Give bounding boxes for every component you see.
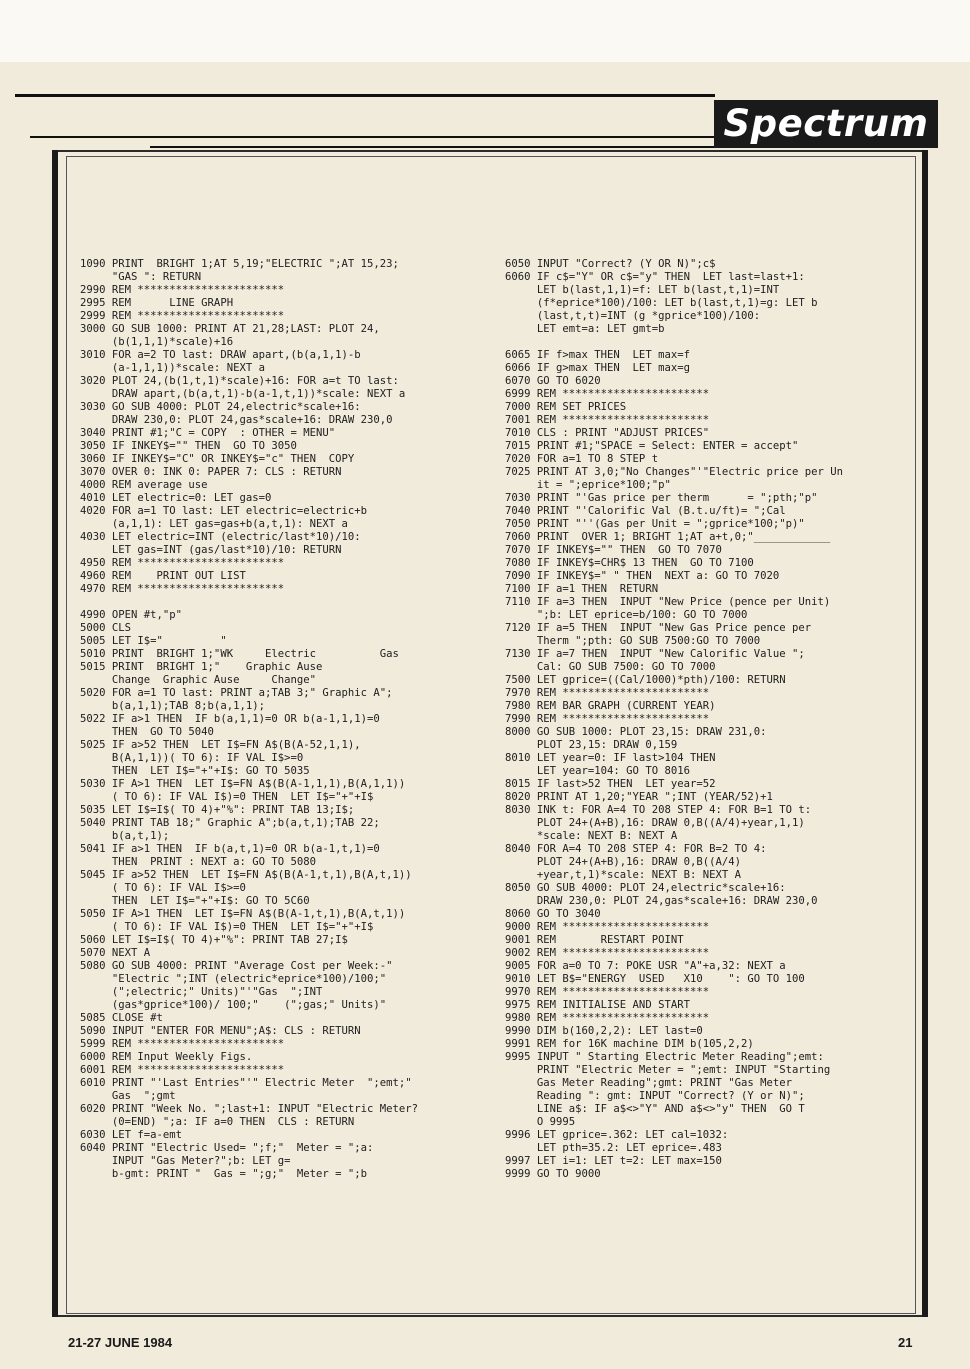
code-line: LET year=104: GO TO 8016: [505, 765, 690, 777]
code-line: 5040 PRINT TAB 18;" Graphic A";b(a,t,1);TAB 22;: [80, 817, 380, 829]
code-line: 1090 PRINT BRIGHT 1;AT 5,19;"ELECTRIC ";AT 15,23;: [80, 258, 399, 270]
code-line: 7980 REM BAR GRAPH (CURRENT YEAR): [505, 700, 716, 712]
code-line: 5080 GO SUB 4000: PRINT "Average Cost per Week:-": [80, 960, 393, 972]
header-rule-secondary: [30, 136, 720, 138]
code-line: 7100 IF a=1 THEN RETURN: [505, 583, 659, 595]
code-line: 8015 IF last>52 THEN LET year=52: [505, 778, 716, 790]
code-line: 6040 PRINT "Electric Used= ";f;" Meter = ";a:: [80, 1142, 374, 1154]
code-line: 9010 LET B$="ENERGY USED X10 ": GO TO 100: [505, 973, 805, 985]
code-line: 5041 IF a>1 THEN IF b(a,t,1)=0 OR b(a-1,t,1)=0: [80, 843, 380, 855]
code-line: 3020 PLOT 24,(b(1,t,1)*scale)+16: FOR a=t TO last:: [80, 375, 399, 387]
code-line: (gas*gprice*100)/ 100;" (";gas;" Units)": [80, 999, 387, 1011]
code-line: 4010 LET electric=0: LET gas=0: [80, 492, 272, 504]
code-line: 6999 REM ***********************: [505, 388, 710, 400]
code-line: PLOT 24+(A+B),16: DRAW 0,B((A/4): [505, 856, 741, 868]
program-listing-right-column: [505, 258, 925, 1181]
code-line: 6066 IF g>max THEN LET max=g: [505, 362, 690, 374]
code-line: 6000 REM Input Weekly Figs.: [80, 1051, 253, 1063]
code-line: b-gmt: PRINT " Gas = ";g;" Meter = ";b: [80, 1168, 368, 1180]
code-line: DRAW 230,0: PLOT 24,gas*scale+16: DRAW 230,0: [505, 895, 818, 907]
code-line: 2990 REM ***********************: [80, 284, 285, 296]
code-line: 5000 CLS: [80, 622, 132, 634]
code-line: 9997 LET i=1: LET t=2: LET max=150: [505, 1155, 722, 1167]
code-line: 9995 INPUT " Starting Electric Meter Reading";emt:: [505, 1051, 824, 1063]
code-line: 8010 LET year=0: IF last>104 THEN: [505, 752, 716, 764]
code-line: 5015 PRINT BRIGHT 1;" Graphic Ause: [80, 661, 323, 673]
code-line: Therm ";pth: GO SUB 7500:GO TO 7000: [505, 635, 761, 647]
code-line: 7130 IF a=7 THEN INPUT "New Calorific Value ";: [505, 648, 805, 660]
code-line: 4030 LET electric=INT (electric/last*10)/10:: [80, 531, 361, 543]
code-line: 7090 IF INKEY$=" " THEN NEXT a: GO TO 7020: [505, 570, 780, 582]
code-line: 9999 GO TO 9000: [505, 1168, 601, 1180]
code-line: Cal: GO SUB 7500: GO TO 7000: [505, 661, 716, 673]
code-line: 7500 LET gprice=((Cal/1000)*pth)/100: RETURN: [505, 674, 786, 686]
code-line: 5035 LET I$=I$( TO 4)+"%": PRINT TAB 13;I$;: [80, 804, 355, 816]
code-line: 5085 CLOSE #t: [80, 1012, 163, 1024]
page-number: 21: [898, 1335, 913, 1350]
code-line: LET emt=a: LET gmt=b: [505, 323, 665, 335]
code-line: THEN PRINT : NEXT a: GO TO 5080: [80, 856, 316, 868]
code-line: 3050 IF INKEY$="" THEN GO TO 3050: [80, 440, 297, 452]
code-line: 7030 PRINT "'Gas price per therm = ";pth;"p": [505, 492, 818, 504]
code-line: O 9995: [505, 1116, 576, 1128]
code-line: 4970 REM ***********************: [80, 583, 285, 595]
code-line: 6001 REM ***********************: [80, 1064, 285, 1076]
code-line: 5010 PRINT BRIGHT 1;"WK Electric Gas: [80, 648, 399, 660]
code-line: 5045 IF a>52 THEN LET I$=FN A$(B(A-1,t,1),B(A,t,1)): [80, 869, 412, 881]
code-line: 7040 PRINT "'Calorific Val (B.t.u/ft)= ";Cal: [505, 505, 786, 517]
code-line: B(A,1,1))( TO 6): IF VAL I$>=0: [80, 752, 304, 764]
code-line: +year,t,1)*scale: NEXT B: NEXT A: [505, 869, 741, 881]
top-margin: [0, 0, 970, 62]
code-line: 5022 IF a>1 THEN IF b(a,1,1)=0 OR b(a-1,1,1)=0: [80, 713, 380, 725]
code-line: 2999 REM ***********************: [80, 310, 285, 322]
code-line: (a-1,1,1))*scale: NEXT a: [80, 362, 265, 374]
code-line: ( TO 6): IF VAL I$)=0 THEN LET I$="+"+I$: [80, 791, 374, 803]
code-line: (b(1,1,1)*scale)+16: [80, 336, 234, 348]
code-line: (0=END) ";a: IF a=0 THEN CLS : RETURN: [80, 1116, 355, 1128]
code-line: 9990 DIM b(160,2,2): LET last=0: [505, 1025, 703, 1037]
code-line: 7070 IF INKEY$="" THEN GO TO 7070: [505, 544, 722, 556]
code-line: 6065 IF f>max THEN LET max=f: [505, 349, 690, 361]
code-line: LINE a$: IF a$<>"Y" AND a$<>"y" THEN GO T: [505, 1103, 805, 1115]
code-line: 8060 GO TO 3040: [505, 908, 601, 920]
code-line: 3000 GO SUB 1000: PRINT AT 21,28;LAST: PLOT 24,: [80, 323, 380, 335]
frame-left-bar: [52, 150, 58, 1317]
code-line: 5005 LET I$=" ": [80, 635, 227, 647]
code-line: 5070 NEXT A: [80, 947, 151, 959]
code-line: 7050 PRINT "''(Gas per Unit = ";gprice*100;"p)": [505, 518, 805, 530]
code-line: ( TO 6): IF VAL I$>=0: [80, 882, 246, 894]
header-rule: [15, 94, 715, 97]
code-line: 4990 OPEN #t,"p": [80, 609, 183, 621]
code-line: 7080 IF INKEY$=CHR$ 13 THEN GO TO 7100: [505, 557, 754, 569]
code-line: "Electric ";INT (electric*eprice*100)/100;": [80, 973, 387, 985]
code-line: LET pth=35.2: LET eprice=.483: [505, 1142, 722, 1154]
code-line: THEN LET I$="+"+I$: GO TO 5035: [80, 765, 310, 777]
code-line: 7000 REM SET PRICES: [505, 401, 627, 413]
code-line: "GAS ": RETURN: [80, 271, 202, 283]
code-line: INPUT "Gas Meter?";b: LET g=: [80, 1155, 291, 1167]
code-line: 9002 REM ***********************: [505, 947, 710, 959]
code-line: 7025 PRINT AT 3,0;"No Changes"'"Electric price per Un: [505, 466, 844, 478]
code-line: Change Graphic Ause Change": [80, 674, 316, 686]
code-line: 7110 IF a=3 THEN INPUT "New Price (pence per Unit): [505, 596, 831, 608]
code-line: 4960 REM PRINT OUT LIST: [80, 570, 246, 582]
code-line: *scale: NEXT B: NEXT A: [505, 830, 678, 842]
code-line: Gas Meter Reading";gmt: PRINT "Gas Meter: [505, 1077, 793, 1089]
code-line: 7001 REM ***********************: [505, 414, 710, 426]
code-line: [505, 336, 925, 349]
code-line: 6030 LET f=a-emt: [80, 1129, 183, 1141]
code-line: 8000 GO SUB 1000: PLOT 23,15: DRAW 231,0:: [505, 726, 767, 738]
code-line: 9001 REM RESTART POINT: [505, 934, 684, 946]
code-line: PRINT "Electric Meter = ";emt: INPUT "Starting: [505, 1064, 831, 1076]
code-line: PLOT 24+(A+B),16: DRAW 0,B((A/4)+year,1,1): [505, 817, 805, 829]
code-line: 9991 REM for 16K machine DIM b(105,2,2): [505, 1038, 754, 1050]
code-line: [80, 596, 500, 609]
code-line: THEN LET I$="+"+I$: GO TO 5C60: [80, 895, 310, 907]
code-line: (last,t,t)=INT (g *gprice*100)/100:: [505, 310, 761, 322]
code-line: 9996 LET gprice=.362: LET cal=1032:: [505, 1129, 729, 1141]
section-banner: Spectrum: [714, 100, 938, 148]
code-line: 3070 OVER 0: INK 0: PAPER 7: CLS : RETURN: [80, 466, 342, 478]
code-line: DRAW 230,0: PLOT 24,gas*scale+16: DRAW 230,0: [80, 414, 393, 426]
code-line: Reading ": gmt: INPUT "Correct? (Y or N)";: [505, 1090, 805, 1102]
code-line: DRAW apart,(b(a,t,1)-b(a-1,t,1))*scale: NEXT a: [80, 388, 406, 400]
code-line: 8030 INK t: FOR A=4 TO 208 STEP 4: FOR B=1 TO t:: [505, 804, 812, 816]
code-line: it = ";eprice*100;"p": [505, 479, 671, 491]
code-line: b(a,t,1);: [80, 830, 170, 842]
code-line: 5999 REM ***********************: [80, 1038, 285, 1050]
code-line: 3010 FOR a=2 TO last: DRAW apart,(b(a,1,1)-b: [80, 349, 361, 361]
code-line: 5060 LET I$=I$( TO 4)+"%": PRINT TAB 27;I$: [80, 934, 348, 946]
code-line: 6010 PRINT "'Last Entries"'" Electric Meter ";emt;": [80, 1077, 412, 1089]
code-line: (";electric;" Units)"'"Gas ";INT: [80, 986, 323, 998]
code-line: 2995 REM LINE GRAPH: [80, 297, 234, 309]
code-line: 6020 PRINT "Week No. ";last+1: INPUT "Electric Meter?: [80, 1103, 419, 1115]
code-line: 8020 PRINT AT 1,20;"YEAR ";INT (YEAR/52)+1: [505, 791, 773, 803]
code-line: 7020 FOR a=1 TO 8 STEP t: [505, 453, 659, 465]
code-line: 5025 IF a>52 THEN LET I$=FN A$(B(A-52,1,1),: [80, 739, 361, 751]
code-line: (a,1,1): LET gas=gas+b(a,t,1): NEXT a: [80, 518, 348, 530]
code-line: 7015 PRINT #1;"SPACE = Select: ENTER = accept": [505, 440, 799, 452]
code-line: 9980 REM ***********************: [505, 1012, 710, 1024]
code-line: 5030 IF A>1 THEN LET I$=FN A$(B(A-1,1,1),B(A,1,1)): [80, 778, 406, 790]
code-line: 8040 FOR A=4 TO 208 STEP 4: FOR B=2 TO 4:: [505, 843, 767, 855]
code-line: (f*eprice*100)/100: LET b(last,t,1)=g: LET b: [505, 297, 818, 309]
program-listing-left-column: [80, 258, 500, 1181]
code-line: 9970 REM ***********************: [505, 986, 710, 998]
code-line: 4000 REM average use: [80, 479, 208, 491]
code-line: 6070 GO TO 6020: [505, 375, 601, 387]
code-line: 6050 INPUT "Correct? (Y OR N)";c$: [505, 258, 716, 270]
code-line: 7970 REM ***********************: [505, 687, 710, 699]
code-line: 4950 REM ***********************: [80, 557, 285, 569]
code-line: 9000 REM ***********************: [505, 921, 710, 933]
issue-date: 21-27 JUNE 1984: [68, 1335, 173, 1350]
code-line: 4020 FOR a=1 TO last: LET electric=electric+b: [80, 505, 368, 517]
code-line: 3030 GO SUB 4000: PLOT 24,electric*scale+16:: [80, 401, 361, 413]
code-line: 7010 CLS : PRINT "ADJUST PRICES": [505, 427, 710, 439]
code-line: PLOT 23,15: DRAW 0,159: [505, 739, 678, 751]
code-line: ";b: LET eprice=b/100: GO TO 7000: [505, 609, 748, 621]
code-line: 3060 IF INKEY$="C" OR INKEY$="c" THEN COPY: [80, 453, 355, 465]
code-line: 5020 FOR a=1 TO last: PRINT a;TAB 3;" Graphic A";: [80, 687, 393, 699]
code-line: 9975 REM INITIALISE AND START: [505, 999, 690, 1011]
code-line: 7990 REM ***********************: [505, 713, 710, 725]
code-line: ( TO 6): IF VAL I$)=0 THEN LET I$="+"+I$: [80, 921, 374, 933]
code-line: 8050 GO SUB 4000: PLOT 24,electric*scale+16:: [505, 882, 786, 894]
code-line: 5090 INPUT "ENTER FOR MENU";A$: CLS : RETURN: [80, 1025, 361, 1037]
code-line: b(a,1,1);TAB 8;b(a,1,1);: [80, 700, 265, 712]
code-line: LET b(last,1,1)=f: LET b(last,t,1)=INT: [505, 284, 780, 296]
code-line: 3040 PRINT #1;"C = COPY : OTHER = MENU": [80, 427, 336, 439]
code-line: 6060 IF c$="Y" OR c$="y" THEN LET last=last+1:: [505, 271, 805, 283]
code-line: 5050 IF A>1 THEN LET I$=FN A$(B(A-1,t,1),B(A,t,1)): [80, 908, 406, 920]
code-line: 9005 FOR a=0 TO 7: POKE USR "A"+a,32: NEXT a: [505, 960, 786, 972]
code-line: THEN GO TO 5040: [80, 726, 214, 738]
code-line: LET gas=INT (gas/last*10)/10: RETURN: [80, 544, 342, 556]
code-line: 7060 PRINT OVER 1; BRIGHT 1;AT a+t,0;"____________: [505, 531, 831, 543]
code-line: Gas ";gmt: [80, 1090, 176, 1102]
code-line: 7120 IF a=5 THEN INPUT "New Gas Price pence per: [505, 622, 812, 634]
